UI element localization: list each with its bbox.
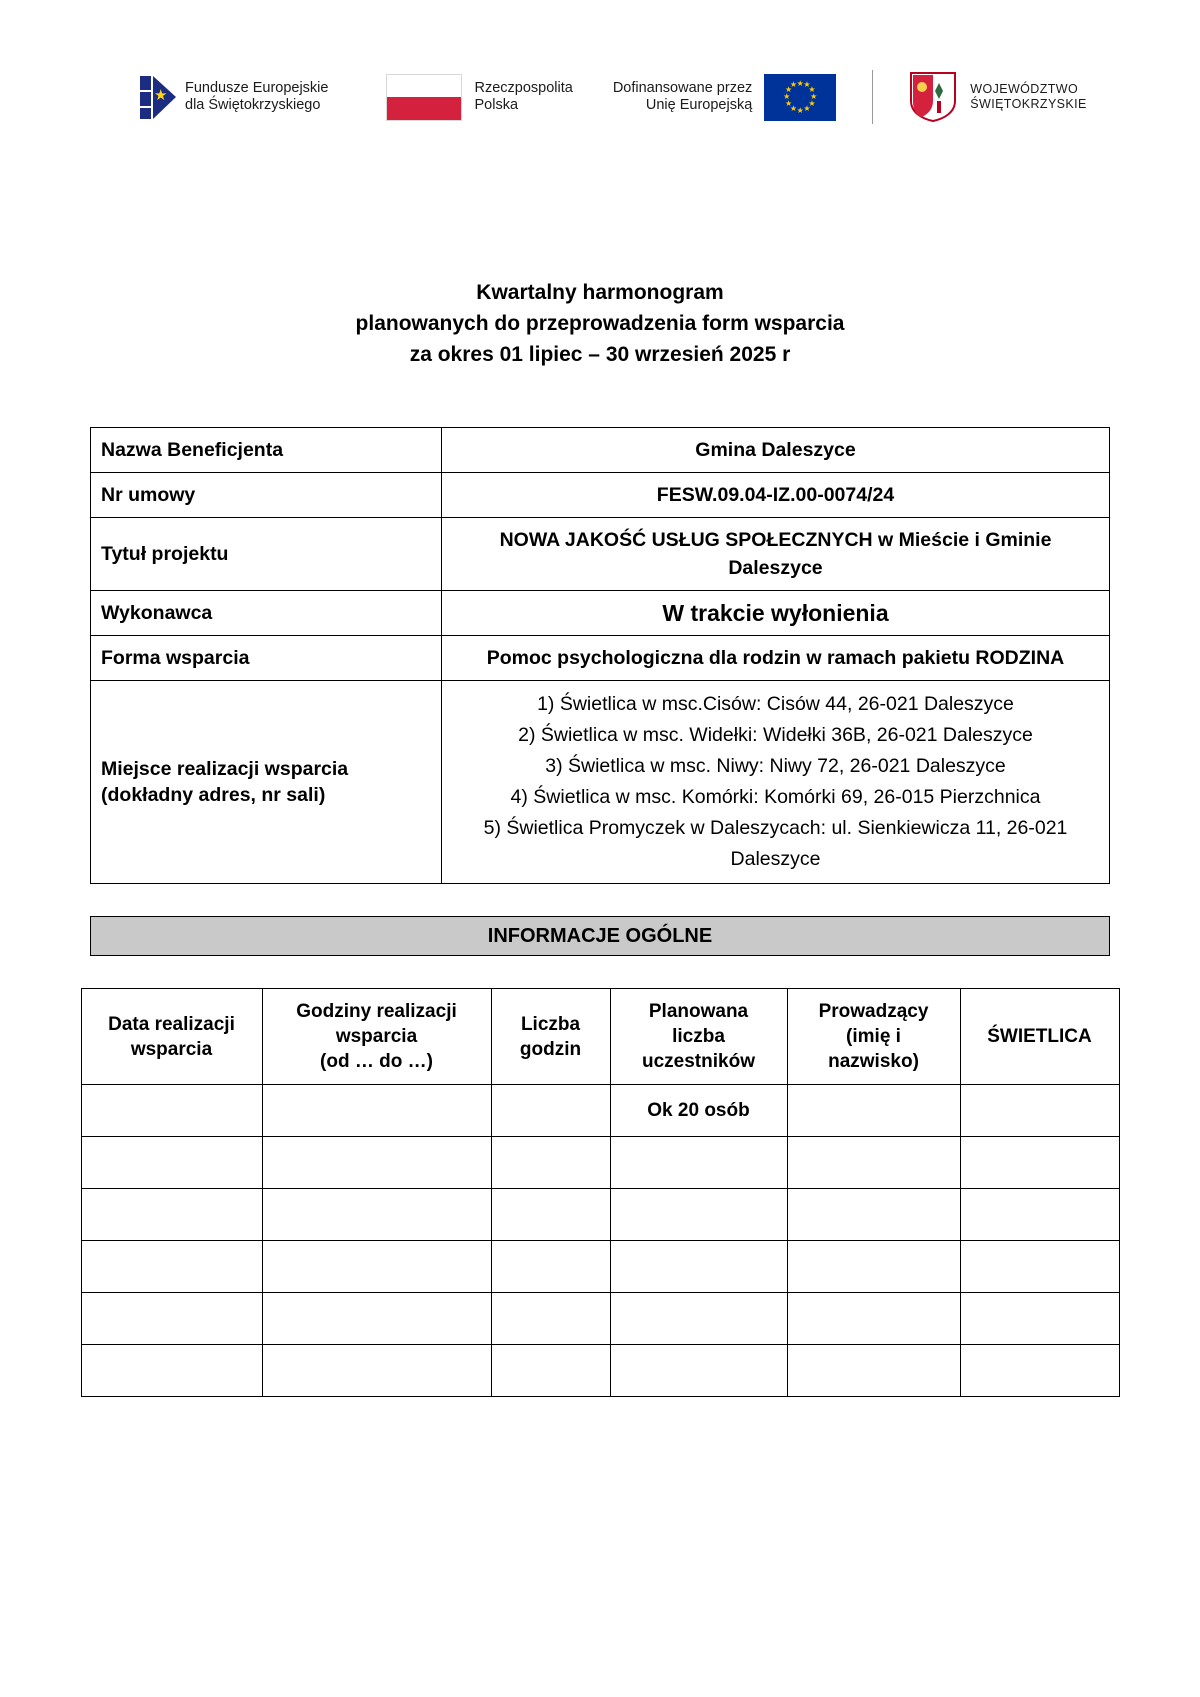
header-line: Prowadzący — [818, 1001, 929, 1022]
value-wykonawca: W trakcie wyłonienia — [442, 591, 1110, 636]
label-nr-umowy: Nr umowy — [91, 473, 442, 518]
cell-swietlica[interactable] — [960, 1189, 1119, 1241]
fundusze-line-2: dla Świętokrzyskiego — [185, 97, 321, 113]
swietokrzyskie-crest-icon — [909, 71, 957, 123]
table-row — [91, 473, 1110, 518]
cell-data-realizacji[interactable] — [81, 1293, 262, 1345]
column-header-planowana-liczba-uczestnikow — [610, 989, 787, 1085]
section-header-informacje-ogolne: INFORMACJE OGÓLNE — [90, 916, 1110, 956]
value-nr-umowy: FESW.09.04-IZ.00-0074/24 — [442, 473, 1110, 518]
unia-line-2: Unię Europejską — [645, 97, 753, 113]
column-header-godziny-realizacji — [262, 989, 491, 1085]
wojewodztwo-line-1: WOJEWÓDZTWO — [970, 82, 1079, 96]
fundusze-europejskie-logo — [140, 74, 328, 120]
unia-line-1: Dofinansowane przez — [612, 80, 753, 96]
miejsce-item: 4) Świetlica w msc. Komórki: Komórki 69, 26-015 Pierzchnica — [510, 786, 1041, 808]
table-row — [81, 1293, 1119, 1345]
cell-prowadzacy[interactable] — [787, 1137, 960, 1189]
cell-godziny-realizacji[interactable] — [262, 1345, 491, 1397]
title-line-2: planowanych do przeprowadzenia form wsparcia — [355, 312, 845, 335]
rzeczpospolita-text — [474, 80, 572, 114]
miejsce-item: 1) Świetlica w msc.Cisów: Cisów 44, 26-021 Daleszyce — [537, 693, 1014, 715]
cell-godziny-realizacji[interactable] — [262, 1293, 491, 1345]
cell-data-realizacji[interactable] — [81, 1137, 262, 1189]
page-title — [0, 277, 1200, 370]
eu-flag-icon: ★ ★ ★ ★ ★ ★ ★ ★ ★ ★ ★ ★ — [764, 74, 836, 121]
miejsce-item: 2) Świetlica w msc. Widełki: Widełki 36B, 26-021 Daleszyce — [518, 724, 1033, 746]
table-row — [91, 681, 1110, 884]
label-tytul-projektu: Tytuł projektu — [91, 518, 442, 591]
logo-bar — [0, 0, 1200, 132]
cell-liczba-godzin[interactable] — [491, 1345, 610, 1397]
cell-planowana-liczba-uczestnikow[interactable] — [610, 1241, 787, 1293]
header-line: Godziny realizacji — [296, 1001, 457, 1022]
table-header-row — [81, 989, 1119, 1085]
wojewodztwo-swietokrzyskie-logo — [909, 71, 1087, 123]
cell-swietlica[interactable] — [960, 1345, 1119, 1397]
cell-prowadzacy[interactable] — [787, 1189, 960, 1241]
cell-swietlica[interactable] — [960, 1085, 1119, 1137]
header-line: nazwisko) — [828, 1051, 919, 1072]
cell-liczba-godzin[interactable] — [491, 1293, 610, 1345]
column-header-liczba-godzin — [491, 989, 610, 1085]
wojewodztwo-line-2: ŚWIĘTOKRZYSKIE — [970, 97, 1087, 111]
cell-data-realizacji[interactable] — [81, 1345, 262, 1397]
header-line: uczestników — [642, 1051, 755, 1072]
header-line: Data realizacji — [108, 1013, 235, 1035]
table-row — [81, 1189, 1119, 1241]
label-miejsce-realizacji — [91, 681, 442, 884]
header-line: wsparcia — [335, 1026, 418, 1047]
cell-godziny-realizacji[interactable] — [262, 1189, 491, 1241]
miejsce-item: 5) Świetlica Promyczek w Daleszycach: ul. Sienkiewicza 11, 26-021 Daleszyce — [483, 817, 1068, 870]
cell-planowana-liczba-uczestnikow[interactable] — [610, 1189, 787, 1241]
cell-liczba-godzin[interactable] — [491, 1189, 610, 1241]
table-row — [91, 591, 1110, 636]
poland-flag-icon — [386, 74, 462, 121]
cell-liczba-godzin[interactable] — [491, 1137, 610, 1189]
label-wykonawca: Wykonawca — [91, 591, 442, 636]
cell-godziny-realizacji[interactable] — [262, 1241, 491, 1293]
header-line: Planowana — [648, 1001, 749, 1022]
header-line: liczba — [672, 1026, 725, 1047]
rzeczpospolita-line-2: Polska — [474, 97, 519, 113]
rzeczpospolita-line-1: Rzeczpospolita — [474, 80, 573, 96]
cell-planowana-liczba-uczestnikow[interactable] — [610, 1137, 787, 1189]
schedule-table — [81, 988, 1120, 1397]
header-line: Liczba — [520, 1013, 581, 1035]
header-line: (imię i — [846, 1026, 901, 1047]
cell-planowana-liczba-uczestnikow[interactable] — [610, 1293, 787, 1345]
title-line-3: za okres 01 lipiec – 30 wrzesień 2025 r — [409, 343, 791, 366]
cell-swietlica[interactable] — [960, 1293, 1119, 1345]
project-info-table — [90, 427, 1110, 884]
table-row — [81, 1085, 1119, 1137]
unia-europejska-text — [613, 80, 752, 114]
wojewodztwo-text — [970, 82, 1087, 112]
label-miejsce-line-1: Miejsce realizacji wsparcia — [101, 758, 349, 780]
label-miejsce-line-2: (dokładny adres, nr sali) — [101, 784, 326, 806]
logo-divider — [872, 70, 873, 124]
cell-prowadzacy[interactable] — [787, 1085, 960, 1137]
cell-prowadzacy[interactable] — [787, 1345, 960, 1397]
cell-godziny-realizacji[interactable] — [262, 1137, 491, 1189]
cell-swietlica[interactable] — [960, 1137, 1119, 1189]
rzeczpospolita-polska-logo — [386, 74, 572, 121]
cell-godziny-realizacji[interactable] — [262, 1085, 491, 1137]
column-header-swietlica — [960, 989, 1119, 1085]
value-tytul-projektu: NOWA JAKOŚĆ USŁUG SPOŁECZNYCH w Mieście i Gminie Daleszyce — [442, 518, 1110, 591]
value-nazwa-beneficjenta: Gmina Daleszyce — [442, 428, 1110, 473]
cell-liczba-godzin[interactable] — [491, 1241, 610, 1293]
unia-europejska-logo — [613, 74, 836, 121]
column-header-data-realizacji — [81, 989, 262, 1085]
table-row — [91, 428, 1110, 473]
cell-data-realizacji[interactable] — [81, 1189, 262, 1241]
header-line: godzin — [519, 1038, 582, 1060]
label-forma-wsparcia: Forma wsparcia — [91, 636, 442, 681]
cell-liczba-godzin[interactable] — [491, 1085, 610, 1137]
fundusze-line-1: Fundusze Europejskie — [185, 80, 329, 96]
cell-prowadzacy[interactable] — [787, 1241, 960, 1293]
table-row — [81, 1345, 1119, 1397]
header-line: (od … do …) — [320, 1051, 433, 1072]
value-miejsce-realizacji — [442, 681, 1110, 884]
cell-prowadzacy[interactable] — [787, 1293, 960, 1345]
value-forma-wsparcia: Pomoc psychologiczna dla rodzin w ramach pakietu RODZINA — [442, 636, 1110, 681]
column-header-prowadzacy — [787, 989, 960, 1085]
table-row — [81, 1137, 1119, 1189]
table-row — [91, 518, 1110, 591]
table-row — [91, 636, 1110, 681]
fundusze-europejskie-mark-icon: ★ — [140, 74, 176, 120]
cell-data-realizacji[interactable] — [81, 1085, 262, 1137]
miejsce-item: 3) Świetlica w msc. Niwy: Niwy 72, 26-021 Daleszyce — [545, 755, 1006, 777]
cell-planowana-liczba-uczestnikow[interactable]: Ok 20 osób — [610, 1085, 787, 1137]
label-nazwa-beneficjenta: Nazwa Beneficjenta — [91, 428, 442, 473]
cell-swietlica[interactable] — [960, 1241, 1119, 1293]
table-row — [81, 1241, 1119, 1293]
header-line: wsparcia — [130, 1038, 213, 1060]
cell-data-realizacji[interactable] — [81, 1241, 262, 1293]
cell-planowana-liczba-uczestnikow[interactable] — [610, 1345, 787, 1397]
header-line: ŚWIETLICA — [987, 1026, 1092, 1047]
fundusze-europejskie-text — [185, 80, 328, 114]
title-line-1: Kwartalny harmonogram — [476, 281, 724, 304]
